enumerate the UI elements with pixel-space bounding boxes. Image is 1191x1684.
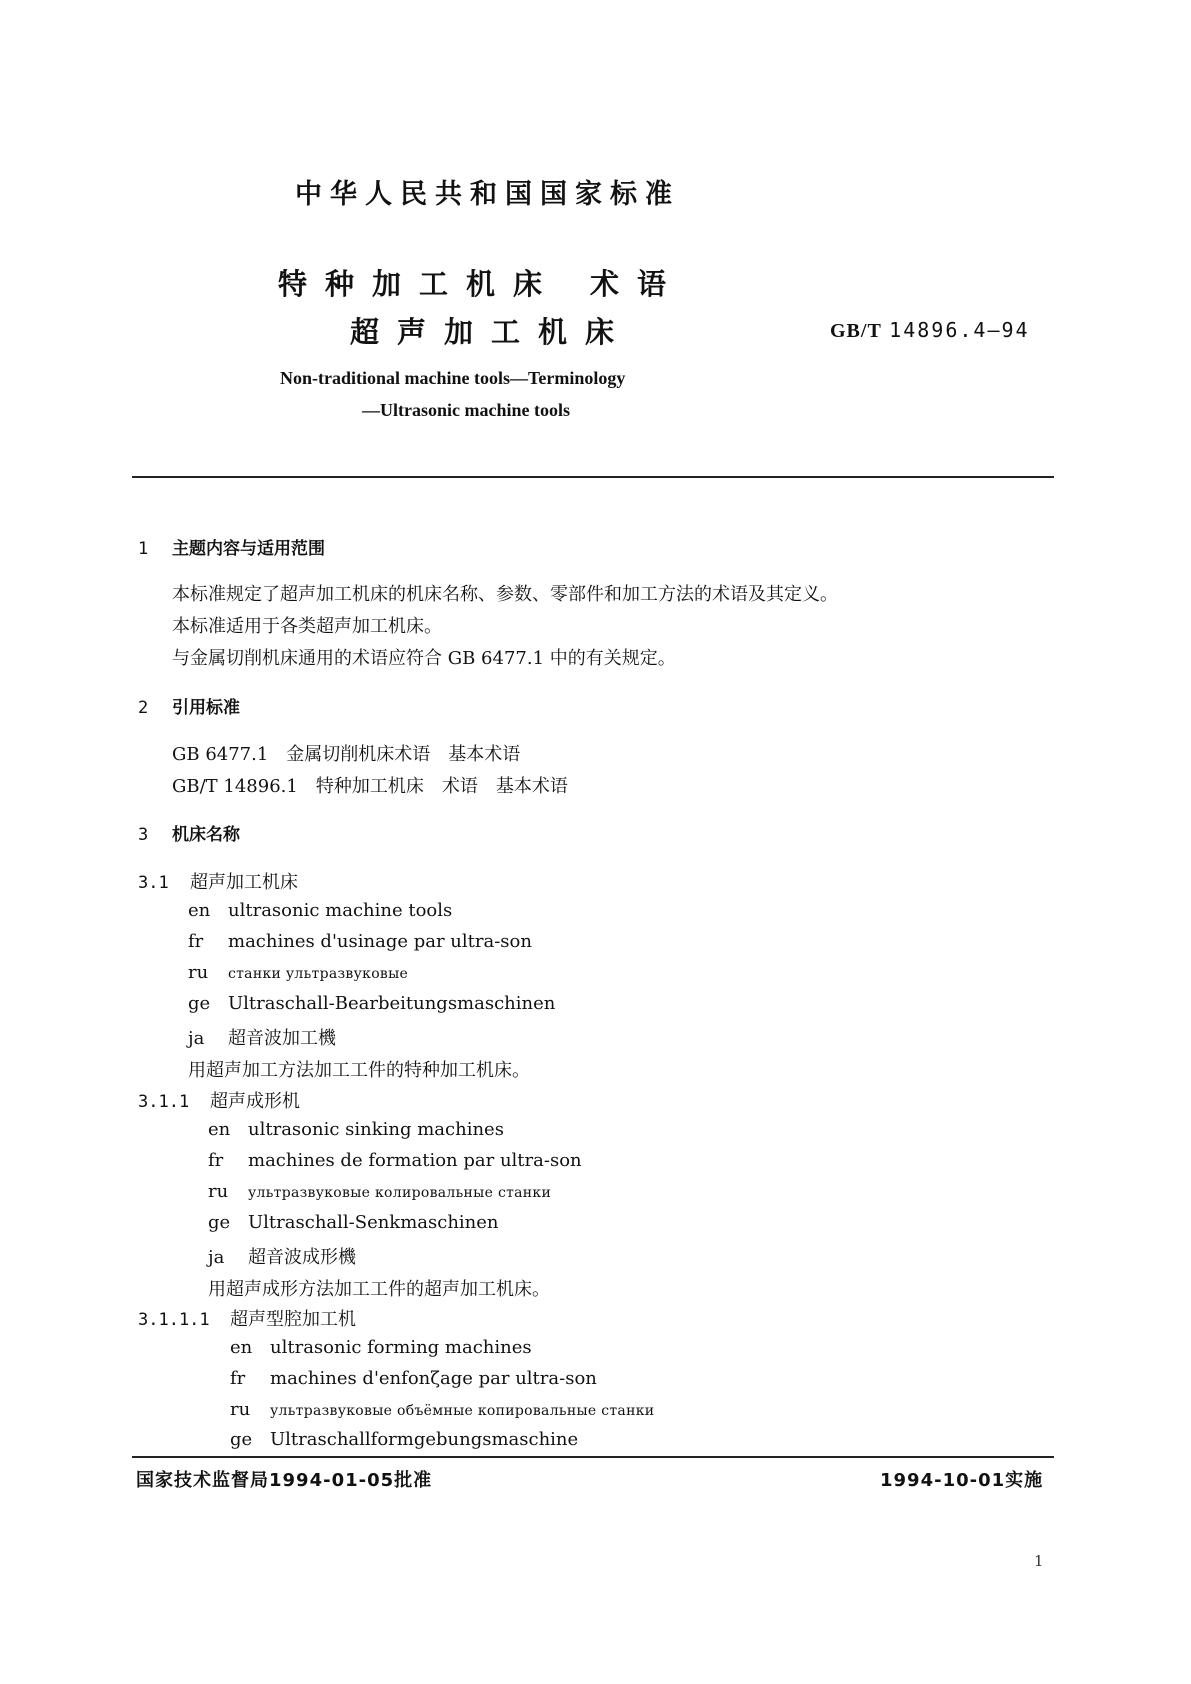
term-en (208, 1119, 504, 1140)
term-ru (230, 1399, 654, 1420)
title-cn-main: 特种加工机床 (278, 267, 561, 301)
section-1-number: 1 (138, 539, 149, 559)
term-ru (188, 962, 408, 983)
lang-code-fr: fr (230, 1368, 246, 1389)
title-cn-terminology: 术语 (590, 267, 685, 301)
lang-code-ge: ge (188, 993, 211, 1014)
section-3-number: 3 (138, 825, 149, 845)
term-definition: 用超声加工方法加工工件的特种加工机床。 (188, 1060, 530, 1081)
footer-divider (132, 1456, 1054, 1458)
section-1-title: 主题内容与适用范围 (172, 539, 325, 559)
term-en (188, 900, 452, 921)
lang-code-fr: fr (208, 1150, 224, 1171)
term-fr (230, 1368, 597, 1389)
title-cn-line2: 超声加工机床 (350, 315, 633, 349)
term-ja (188, 1024, 336, 1050)
section-1-paragraph: 本标准规定了超声加工机床的机床名称、参数、零部件和加工方法的术语及其定义。 (172, 584, 838, 605)
term-ge (230, 1429, 578, 1450)
term-ja-value: 超音波成形機 (248, 1247, 356, 1268)
term-en-value: ultrasonic machine tools (228, 900, 453, 921)
reference-item: GB/T 14896.1 特种加工机床 术语 基本术语 (172, 776, 568, 797)
term-en-value: ultrasonic sinking machines (248, 1119, 504, 1140)
term-ge-value: Ultraschallformgebungsmaschine (270, 1429, 579, 1450)
lang-code-ru: ru (208, 1181, 229, 1202)
term-3-1 (138, 868, 298, 894)
term-ru-value: ультразвуковые объёмные копировальные станки (270, 1403, 655, 1419)
term-fr (208, 1150, 582, 1171)
section-3-heading (138, 820, 240, 845)
section-2-heading (138, 693, 240, 718)
section-3-title: 机床名称 (172, 825, 240, 845)
lang-code-ge: ge (208, 1212, 231, 1233)
lang-code-ja: ja (208, 1247, 225, 1268)
header-divider (132, 476, 1054, 478)
term-3-1-1 (138, 1087, 300, 1113)
term-ge (208, 1212, 499, 1233)
term-ru (208, 1181, 551, 1202)
term-ge-value: Ultraschall-Bearbeitungsmaschinen (228, 993, 556, 1014)
section-1-paragraph: 与金属切削机床通用的术语应符合 GB 6477.1 中的有关规定。 (172, 648, 676, 669)
approval-date: 国家技术监督局1994-01-05批准 (136, 1470, 433, 1491)
implementation-date: 1994-10-01实施 (880, 1470, 1044, 1491)
lang-code-ge: ge (230, 1429, 253, 1450)
page-number: 1 (1034, 1552, 1044, 1570)
term-definition: 用超声成形方法加工工件的超声加工机床。 (208, 1279, 550, 1300)
title-en-line2: —Ultrasonic machine tools (362, 400, 570, 420)
term-en (230, 1337, 532, 1358)
term-number: 3.1.1.1 (138, 1310, 210, 1330)
section-2-number: 2 (138, 698, 149, 718)
term-en-value: ultrasonic forming machines (270, 1337, 532, 1358)
section-1-heading (138, 534, 325, 559)
term-ge (188, 993, 555, 1014)
term-name: 超声成形机 (210, 1091, 300, 1112)
lang-code-ru: ru (188, 962, 209, 983)
lang-code-ja: ja (188, 1028, 205, 1049)
title-cn-line1 (278, 262, 684, 303)
title-en-line1: Non-traditional machine tools—Terminology (280, 368, 626, 388)
term-ja-value: 超音波加工機 (228, 1028, 336, 1049)
lang-code-fr: fr (188, 931, 204, 952)
term-fr-value: machines d'enfonζage par ultra-son (270, 1368, 597, 1389)
term-fr-value: machines de formation par ultra-son (248, 1150, 582, 1171)
term-ru-value: ультразвуковые колировальные станки (248, 1185, 552, 1201)
term-ge-value: Ultraschall-Senkmaschinen (248, 1212, 499, 1233)
section-1-paragraph: 本标准适用于各类超声加工机床。 (172, 616, 442, 637)
section-2-title: 引用标准 (172, 698, 240, 718)
term-fr (188, 931, 532, 952)
lang-code-en: en (208, 1119, 231, 1140)
term-3-1-1-1 (138, 1305, 356, 1331)
term-ru-value: станки ультразвуковые (228, 966, 409, 982)
term-fr-value: machines d'usinage par ultra-son (228, 931, 532, 952)
lang-code-ru: ru (230, 1399, 251, 1420)
term-number: 3.1 (138, 873, 169, 893)
reference-item: GB 6477.1 金属切削机床术语 基本术语 (172, 744, 521, 765)
standard-code-prefix: GB/T (830, 320, 882, 342)
term-number: 3.1.1 (138, 1092, 190, 1112)
national-standard-label: 中华人民共和国国家标准 (295, 179, 680, 210)
term-ja (208, 1243, 356, 1269)
standard-code (830, 318, 1030, 343)
term-name: 超声加工机床 (190, 872, 298, 893)
lang-code-en: en (230, 1337, 253, 1358)
lang-code-en: en (188, 900, 211, 921)
term-name: 超声型腔加工机 (230, 1309, 356, 1330)
standard-code-number: 14896.4—94 (889, 318, 1030, 342)
